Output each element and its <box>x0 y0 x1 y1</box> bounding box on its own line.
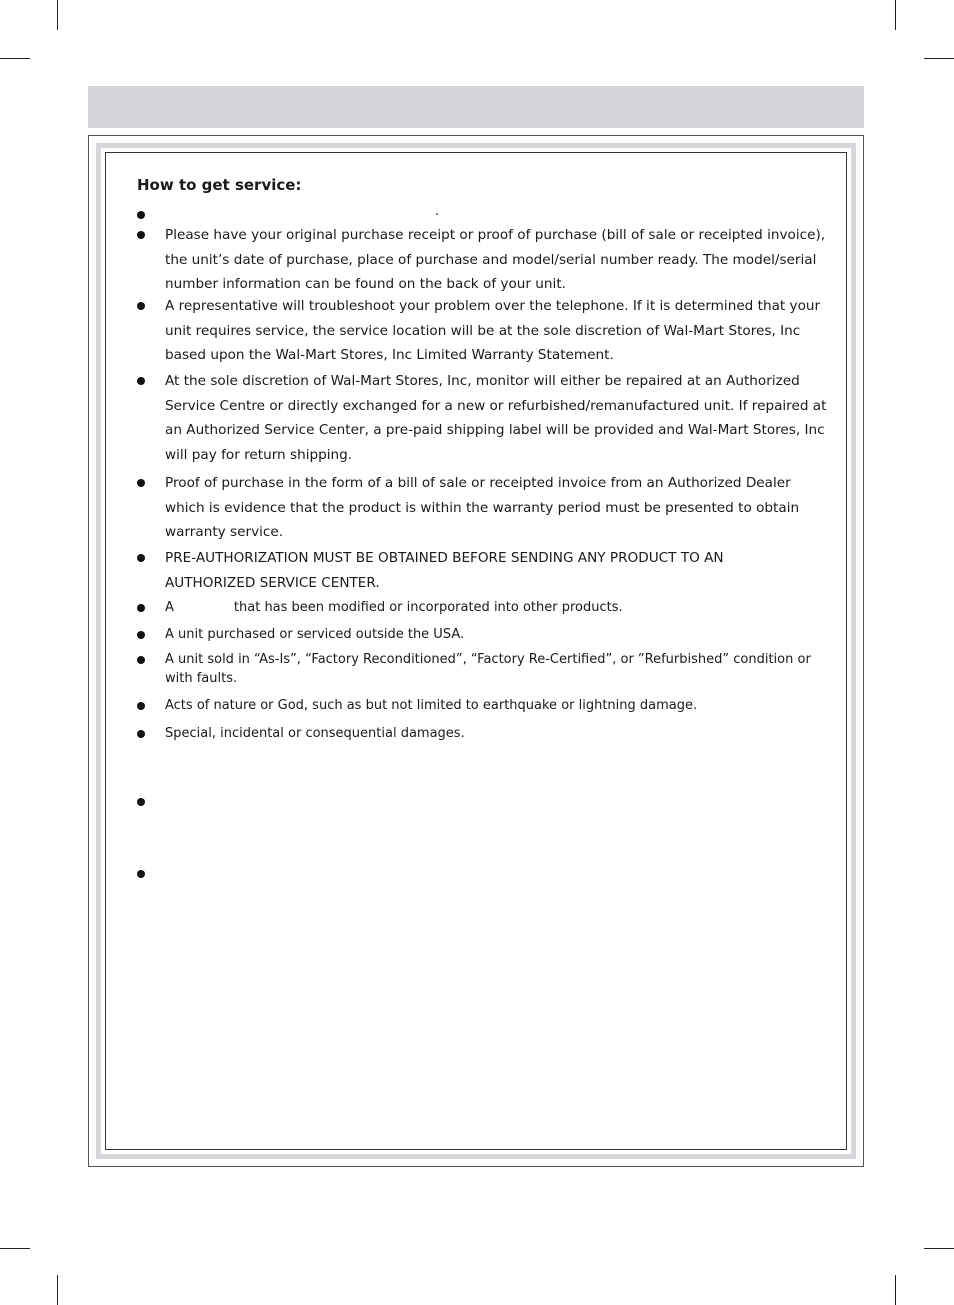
crop-mark-bottom-right-h <box>924 1248 954 1249</box>
list-item-text: Proof of purchase in the form of a bill of sale or receipted invoice from an Authorized Dealer which is evidence that the product is within the warranty period must be presented to obtain warranty service. <box>165 475 800 541</box>
empty-list-item <box>137 870 827 882</box>
crop-mark-bottom-right-v <box>895 1275 896 1305</box>
crop-mark-top-left-v <box>57 0 58 30</box>
exclusion-text: A unit sold in “As-Is”, “Factory Reconditioned”, “Factory Re-Certified”, or ”Refurbished” condition or with faults. <box>165 652 811 686</box>
section-heading: How to get service: <box>137 176 302 194</box>
bullet-icon <box>137 631 145 639</box>
exclusion-item <box>137 725 827 745</box>
crop-mark-bottom-left-v <box>57 1275 58 1305</box>
bullet-icon <box>137 656 145 664</box>
bullet-icon <box>137 730 145 738</box>
trailing-period: . <box>435 204 440 219</box>
bullet-icon <box>137 554 145 562</box>
list-item-text: PRE-AUTHORIZATION MUST BE OBTAINED BEFORE SENDING ANY PRODUCT TO AN AUTHORIZED SERVICE CENTER. <box>165 550 724 591</box>
list-item <box>137 369 827 469</box>
bullet-icon <box>137 870 145 878</box>
exclusion-text: Acts of nature or God, such as but not limited to earthquake or lightning damage. <box>165 698 698 713</box>
bullet-icon <box>137 302 145 310</box>
header-bar <box>88 86 864 128</box>
bullet-icon <box>137 604 145 612</box>
bullet-icon <box>137 702 145 710</box>
list-item <box>137 223 827 298</box>
bullet-icon <box>137 377 145 385</box>
bullet-icon <box>137 231 145 239</box>
exclusion-item <box>137 599 827 619</box>
bullet-icon <box>137 798 145 806</box>
exclusion-text <box>165 599 827 618</box>
empty-list-item <box>137 798 827 810</box>
exclusion-item <box>137 697 827 717</box>
bullet-icon <box>137 479 145 487</box>
list-item <box>137 205 827 225</box>
exclusion-suffix: that has been modified or incorporated into other products. <box>233 600 623 615</box>
exclusion-text: A unit purchased or serviced outside the USA. <box>165 627 465 642</box>
list-item-text: At the sole discretion of Wal-Mart Stores, Inc, monitor will either be repaired at an Authorized Service Centre or directly exchanged for a new or refurbished/remanufactured unit. If repaired at an Authorized Service Center, a pre-paid shipping label will be provided and Wal-Mart Stores, Inc will pay for return shipping. <box>165 373 827 464</box>
crop-mark-top-right-v <box>895 0 896 30</box>
list-item <box>137 471 827 546</box>
bullet-icon <box>137 211 145 219</box>
exclusion-prefix: A <box>165 600 174 615</box>
list-item-text: A representative will troubleshoot your problem over the telephone. If it is determined that your unit requires service, the service location will be at the sole discretion of Wal-Mart Stores, Inc based upon the Wal-Mart Stores, Inc Limited Warranty Statement. <box>165 298 821 364</box>
exclusion-item <box>137 626 827 646</box>
crop-mark-top-right-h <box>924 58 954 59</box>
list-item <box>137 294 827 369</box>
list-item-text: Please have your original purchase receipt or proof of purchase (bill of sale or receipted invoice), the unit’s date of purchase, place of purchase and model/serial number ready. The model/serial number information can be found on the back of your unit. <box>165 227 826 293</box>
exclusion-text: Special, incidental or consequential damages. <box>165 726 465 741</box>
crop-mark-top-left-h <box>0 58 30 59</box>
exclusion-item <box>137 651 827 691</box>
crop-mark-bottom-left-h <box>0 1248 30 1249</box>
list-item <box>137 546 827 596</box>
